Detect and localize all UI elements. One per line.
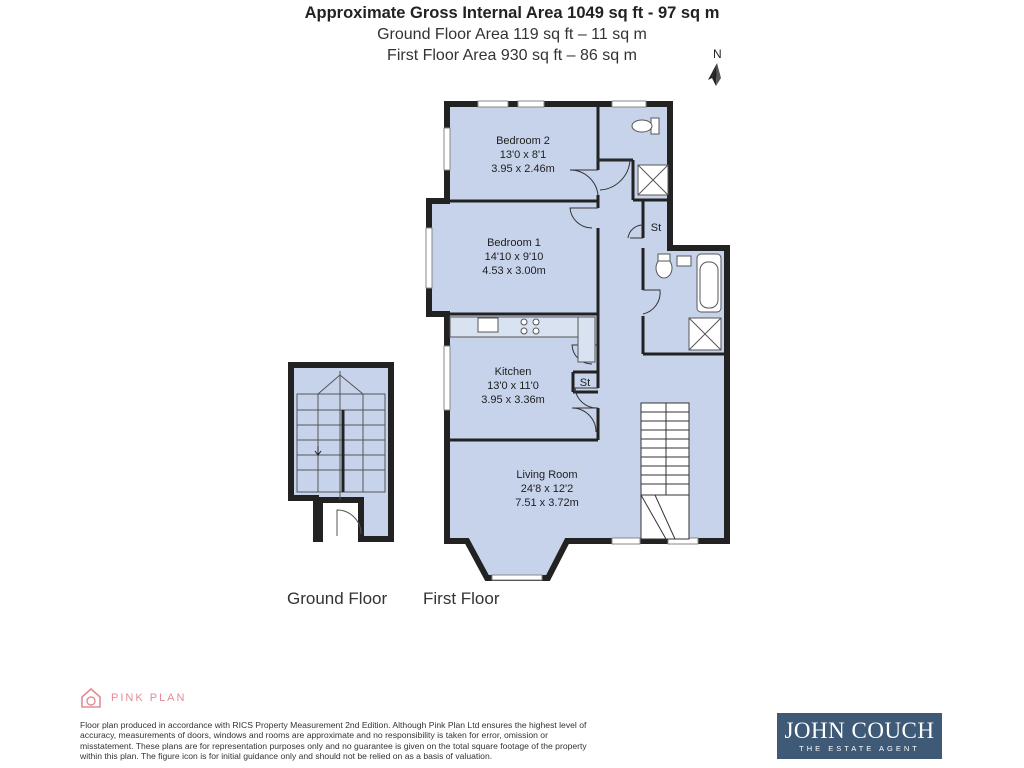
first-floor-area: First Floor Area 930 sq ft – 86 sq m xyxy=(387,47,637,64)
living-room-name: Living Room xyxy=(516,469,578,481)
living-room-metric: 7.51 x 3.72m xyxy=(515,497,579,509)
pink-plan-house-icon xyxy=(80,687,102,709)
first-floor-stairs xyxy=(641,403,689,539)
ground-floor-label: Ground Floor xyxy=(287,589,388,608)
disclaimer-text: Floor plan produced in accordance with RICS Property Measurement 2nd Edition. Although Pink Plan Ltd ensures the highest level of accuracy, measurements of doors, windows and rooms are approximate and no responsibility is taken for error, omission or misstatement. These plans are for representation purposes only and no guarantee is given on the total square footage of the property within this plan. The figure icon is for initial guidance only and should not be relied on as a basis of valuation. xyxy=(80,720,587,762)
kitchen-imperial: 13'0 x 11'0 xyxy=(487,380,539,392)
north-compass-icon xyxy=(708,47,722,86)
toilet-bowl-icon xyxy=(632,120,652,132)
ground-floor-area: Ground Floor Area 119 sq ft – 11 sq m xyxy=(377,26,647,43)
kitchen-metric: 3.95 x 3.36m xyxy=(481,394,545,406)
bedroom2-metric: 3.95 x 2.46m xyxy=(491,163,555,175)
store-label-2: St xyxy=(579,377,591,389)
pink-plan-logo xyxy=(80,687,186,709)
gross-area-title: Approximate Gross Internal Area 1049 sq ft - 97 sq m xyxy=(304,4,720,22)
first-floor-label: First Floor xyxy=(423,589,500,608)
living-room-imperial: 24'8 x 12'2 xyxy=(520,483,574,495)
bedroom2-imperial: 13'0 x 8'1 xyxy=(499,149,547,161)
pink-plan-text: PINK PLAN xyxy=(111,692,187,704)
john-couch-logo xyxy=(777,713,942,759)
bedroom1-imperial: 14'10 x 9'10 xyxy=(484,251,544,263)
store-label-1: St xyxy=(650,222,662,234)
agent-tagline: THE ESTATE AGENT xyxy=(799,744,920,753)
hob-icon xyxy=(521,319,527,325)
kitchen-name: Kitchen xyxy=(494,366,532,378)
bedroom2-name: Bedroom 2 xyxy=(496,135,550,147)
agent-name: JOHN COUCH xyxy=(784,718,935,743)
ground-floor-plan xyxy=(291,365,391,539)
basin-icon xyxy=(677,256,691,266)
sink-icon xyxy=(478,318,498,332)
bedroom1-metric: 4.53 x 3.00m xyxy=(482,265,546,277)
compass-label: N xyxy=(713,47,722,61)
bedroom1-name: Bedroom 1 xyxy=(487,237,541,249)
